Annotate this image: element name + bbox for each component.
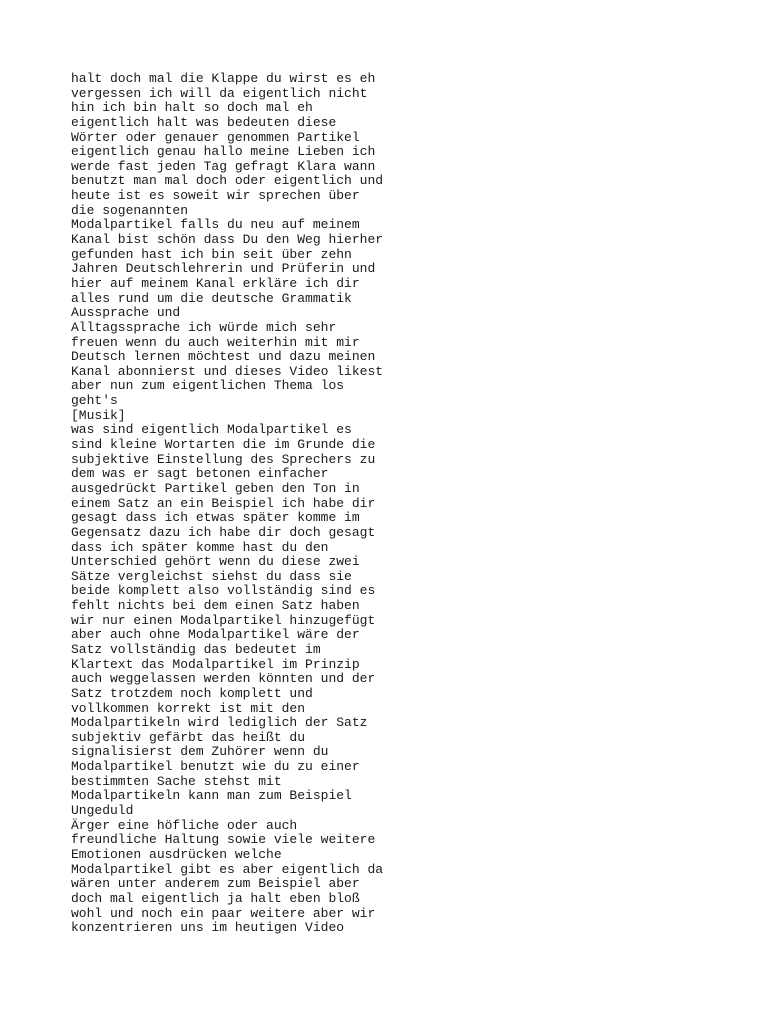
transcript-line: gefunden hast ich bin seit über zehn (71, 246, 352, 262)
transcript-line: Satz vollständig das bedeutet im (71, 641, 321, 657)
transcript-line: Modalpartikel benutzt wie du zu einer (71, 759, 360, 775)
transcript-line: Kanal abonnierst und dieses Video likest (71, 363, 384, 379)
transcript-line: Ärger eine höfliche oder auch (71, 817, 298, 833)
transcript-line: Modalpartikeln wird lediglich der Satz (71, 715, 368, 731)
transcript-line: benutzt man mal doch oder eigentlich und (71, 173, 384, 189)
transcript-line: wohl und noch ein paar weitere aber wir (71, 905, 376, 921)
transcript-line: signalisierst dem Zuhörer wenn du (71, 744, 329, 760)
transcript-line: doch mal eigentlich ja halt eben bloß (71, 890, 360, 906)
transcript-line: Aussprache und (71, 305, 181, 321)
transcript-line: Modalpartikel gibt es aber eigentlich da (71, 861, 384, 877)
transcript-line: hier auf meinem Kanal erkläre ich dir (71, 275, 360, 291)
transcript-line: Deutsch lernen möchtest und dazu meinen (71, 349, 376, 365)
transcript-line: hin ich bin halt so doch mal eh (71, 100, 313, 116)
transcript-line: eigentlich genau hallo meine Lieben ich (71, 144, 376, 160)
transcript-line: werde fast jeden Tag gefragt Klara wann (71, 158, 376, 174)
transcript-line: die sogenannten (71, 202, 189, 218)
transcript-line: Modalpartikel falls du neu auf meinem (71, 217, 360, 233)
transcript-line: Alltagssprache ich würde mich sehr (71, 319, 337, 335)
transcript-line: Gegensatz dazu ich habe dir doch gesagt (71, 524, 376, 540)
transcript-line: aber auch ohne Modalpartikel wäre der (71, 627, 360, 643)
transcript-line: einem Satz an ein Beispiel ich habe dir (71, 495, 376, 511)
transcript-line: eigentlich halt was bedeuten diese (71, 114, 337, 130)
transcript-line: Klartext das Modalpartikel im Prinzip (71, 656, 360, 672)
transcript-line: Modalpartikeln kann man zum Beispiel (71, 788, 352, 804)
transcript-line: auch weggelassen werden könnten und der (71, 671, 376, 687)
transcript-line: Jahren Deutschlehrerin und Prüferin und (71, 261, 376, 277)
transcript-line: freundliche Haltung sowie viele weitere (71, 832, 376, 848)
transcript-line: Sätze vergleichst siehst du dass sie (71, 568, 352, 584)
transcript-line: [Musik] (71, 407, 126, 423)
transcript-line: Kanal bist schön dass Du den Weg hierher (71, 232, 384, 248)
transcript-line: Emotionen ausdrücken welche (71, 846, 282, 862)
transcript-line: subjektiv gefärbt das heißt du (71, 729, 306, 745)
transcript-line: gesagt dass ich etwas später komme im (71, 510, 360, 526)
transcript-line: subjektive Einstellung des Sprechers zu (71, 451, 376, 467)
transcript-line: dem was er sagt betonen einfacher (71, 466, 329, 482)
transcript-line: Wörter oder genauer genommen Partikel (71, 129, 360, 145)
transcript-line: sind kleine Wortarten die im Grunde die (71, 437, 376, 453)
transcript-line: Unterschied gehört wenn du diese zwei (71, 554, 360, 570)
transcript-line: alles rund um die deutsche Grammatik (71, 290, 352, 306)
transcript-line: ausgedrückt Partikel geben den Ton in (71, 480, 360, 496)
transcript-line: freuen wenn du auch weiterhin mit mir (71, 334, 360, 350)
transcript-line: Satz trotzdem noch komplett und (71, 685, 313, 701)
transcript-line: Ungeduld (71, 803, 134, 819)
transcript-line: heute ist es soweit wir sprechen über (71, 188, 360, 204)
transcript-line: vollkommen korrekt ist mit den (71, 700, 306, 716)
transcript-line: vergessen ich will da eigentlich nicht (71, 85, 368, 101)
transcript-line: beide komplett also vollständig sind es (71, 583, 376, 599)
transcript-line: bestimmten Sache stehst mit (71, 773, 282, 789)
transcript-line: geht's (71, 393, 118, 409)
transcript-line: konzentrieren uns im heutigen Video (71, 920, 345, 936)
transcript-line: wären unter anderem zum Beispiel aber (71, 876, 360, 892)
transcript-line: dass ich später komme hast du den (71, 539, 329, 555)
transcript-line: aber nun zum eigentlichen Thema los (71, 378, 345, 394)
transcript-text (71, 72, 383, 936)
transcript-line: halt doch mal die Klappe du wirst es eh (71, 71, 376, 86)
transcript-line: wir nur einen Modalpartikel hinzugefügt (71, 612, 376, 628)
transcript-line: was sind eigentlich Modalpartikel es (71, 422, 352, 438)
transcript-line: fehlt nichts bei dem einen Satz haben (71, 598, 360, 614)
